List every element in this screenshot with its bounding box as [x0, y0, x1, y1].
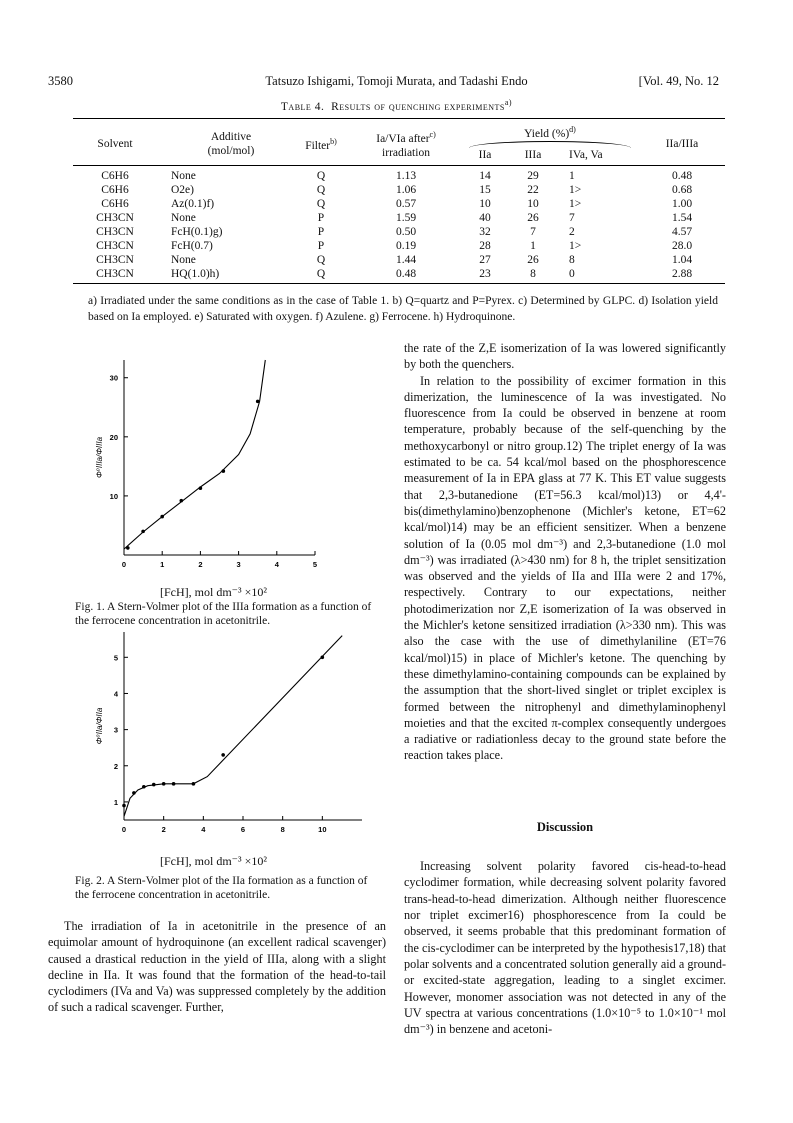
cell-solvent: C6H6 — [101, 197, 129, 210]
page-number: 3580 — [48, 74, 73, 88]
x-tick-label: 4 — [274, 560, 279, 569]
x-tick-label: 4 — [201, 825, 206, 834]
cell-iva-va: 1> — [569, 197, 582, 210]
cell-additive: O2e) — [171, 183, 194, 196]
yield-brace — [469, 141, 631, 148]
cell-iiia: 29 — [527, 169, 539, 182]
table-row — [73, 267, 725, 284]
header-solvent: Solvent — [73, 119, 157, 165]
data-point — [256, 400, 260, 404]
y-axis-label: Φ⁰IIa/ΦIIa — [95, 707, 104, 745]
y-tick-label: 5 — [113, 653, 118, 663]
data-point — [122, 804, 126, 808]
y-tick-label: 4 — [113, 689, 118, 699]
table-title: Results of quenching experiments — [331, 100, 505, 113]
cell-iiia: 1 — [530, 239, 536, 252]
x-tick-label: 2 — [198, 560, 203, 569]
cell-iia: 32 — [479, 225, 491, 238]
figure-1-caption: Fig. 1. A Stern-Volmer plot of the IIIa formation as a function of the ferrocene concentration in acetonitrile. — [75, 601, 372, 627]
x-tick-label: 0 — [121, 560, 127, 569]
data-point — [160, 515, 164, 519]
x-tick-label: 3 — [236, 560, 241, 569]
cell-iia: 23 — [461, 267, 509, 284]
table-label: Table 4. — [280, 100, 325, 113]
cell-ia-ratio: 0.19 — [395, 239, 417, 252]
table-footnotes: a) Irradiated under the same conditions as in the case of Table 1. b) Q=quartz and P=Pyrex. c) Determined by GLPC. d) Isolation yield based on Ia employed. e) Saturated with oxygen. f) Azulene. g) Ferrocene. h) Hydroquinone. — [88, 295, 718, 323]
cell-filter: Q — [316, 197, 326, 210]
cell-iia-iiia: 1.54 — [671, 211, 693, 224]
left-column-text — [48, 918, 386, 1016]
cell-iiia: 7 — [530, 225, 536, 238]
data-point — [142, 785, 146, 789]
cell-iia-iiia: 0.68 — [671, 183, 693, 196]
header-iva-va: IVa, Va — [569, 148, 603, 161]
header-ia-ratio: Ia/VIa after$^{c)}$ irradiation — [351, 119, 461, 165]
cell-additive: None — [171, 211, 196, 224]
y-tick-label: 20 — [109, 432, 118, 442]
y-tick-label: 1 — [113, 797, 118, 807]
header-yield: Yield (%)$^{d)}$ — [461, 119, 639, 148]
cell-ia-ratio: 1.06 — [395, 183, 417, 196]
data-point — [222, 469, 226, 473]
paragraph-quenchers: the rate of the Z,E isomerization of Ia was lowered significantly by both the quenchers. — [404, 341, 726, 372]
table-row — [73, 197, 725, 211]
section-heading-discussion: Discussion — [536, 820, 594, 834]
cell-additive: Az(0.1)f) — [171, 197, 215, 210]
table-row — [73, 253, 725, 267]
header-additive: Additive (mol/mol) — [157, 119, 291, 165]
cell-iiia: 10 — [527, 197, 539, 210]
cell-ia-ratio: 1.44 — [395, 253, 417, 266]
cell-additive: None — [171, 253, 196, 266]
figure-1-xlabel: [FcH], mol dm⁻³ ×10² — [160, 585, 267, 599]
cell-ia-ratio: 0.48 — [351, 267, 461, 284]
y-tick-label: 3 — [113, 725, 118, 735]
header-iia-iiia: IIa/IIIa — [639, 119, 725, 165]
cell-iiia: 8 — [509, 267, 557, 284]
cell-iia: 10 — [479, 197, 491, 210]
cell-iia-iiia: 1.00 — [671, 197, 693, 210]
cell-solvent: CH3CN — [96, 253, 134, 266]
cell-filter: Q — [316, 183, 326, 196]
header-iia: IIa — [478, 148, 492, 161]
cell-iia-iiia: 2.88 — [639, 267, 725, 284]
cell-solvent: CH3CN — [96, 239, 134, 252]
cell-solvent: CH3CN — [73, 267, 157, 284]
cell-iia-iiia: 28.0 — [671, 239, 693, 252]
x-tick-label: 2 — [161, 825, 166, 834]
table-row — [73, 211, 725, 225]
cell-filter: Q — [291, 267, 351, 284]
y-tick-label: 2 — [113, 761, 118, 771]
running-authors: Tatsuzo Ishigami, Tomoji Murata, and Tadashi Endo — [265, 74, 528, 88]
cell-filter: Q — [316, 169, 326, 182]
cell-iiia: 22 — [527, 183, 539, 196]
cell-solvent: C6H6 — [101, 183, 129, 196]
data-point — [162, 782, 166, 786]
table-row — [73, 239, 725, 253]
cell-iiia: 26 — [527, 253, 539, 266]
cell-additive: FcH(0.1)g) — [171, 225, 223, 238]
y-tick-label: 10 — [109, 491, 118, 501]
data-point — [152, 783, 156, 787]
cell-iia-iiia: 1.04 — [671, 253, 693, 266]
figure-1-chart — [80, 350, 340, 582]
data-point — [321, 656, 325, 660]
x-tick-label: 5 — [312, 560, 318, 569]
x-tick-label: 6 — [240, 825, 246, 834]
cell-solvent: CH3CN — [96, 225, 134, 238]
cell-ia-ratio: 1.13 — [395, 169, 417, 182]
cell-iva-va: 0 — [557, 267, 639, 284]
table-title-footnote: a) — [504, 98, 513, 107]
x-tick-label: 1 — [160, 560, 165, 569]
data-point — [221, 753, 225, 757]
cell-additive: FcH(0.7) — [171, 239, 213, 252]
x-tick-label: 8 — [280, 825, 285, 834]
cell-solvent: C6H6 — [101, 169, 129, 182]
data-point — [172, 782, 176, 786]
data-point — [180, 499, 184, 503]
data-point — [199, 486, 203, 490]
cell-iiia: 26 — [527, 211, 539, 224]
cell-iia: 27 — [479, 253, 491, 266]
right-column-text — [404, 340, 726, 764]
cell-iia: 28 — [479, 239, 491, 252]
cell-iva-va: 2 — [569, 225, 575, 238]
cell-iva-va: 1 — [569, 169, 575, 182]
cell-solvent: CH3CN — [96, 211, 134, 224]
table-row — [73, 165, 725, 183]
cell-ia-ratio: 0.57 — [395, 197, 417, 210]
data-point — [192, 782, 196, 786]
figure-2-caption: Fig. 2. A Stern-Volmer plot of the IIa formation as a function of the ferrocene concentration in acetonitrile. — [75, 875, 368, 901]
figure-2-chart — [80, 620, 380, 852]
cell-iia-iiia: 0.48 — [671, 169, 693, 182]
header-iiia: IIIa — [524, 148, 542, 161]
paragraph-excimer: In relation to the possibility of excimer formation in this dimerization, the luminescence of Ia was investigated. No fluorescence from Ia could be observed in benzene at room temperature, probably because of the self-quenching by the methoxycarbonyl or nitro group.12) The triplet energy of Ia was estimated to be ca. 54 kcal/mol based on the phosphorescence measurement of Ia in EPA glass at 77 K. This ET value suggests that 2,3-butanedione (ET=56.3 kcal/mol)13) or 4,4'-bis(dimethylamino)benzophenone (Michler's ketone, ET=62 kcal/mol)14) may be an efficient sensitizer. When a benzene solution of Ia (0.05 mol dm⁻³) and 2,3-butanedione (1.0 mol dm⁻³) was irradiated (λ>430 nm) for 8 h, the triplet sensitization was observed and the yields of IIa and IIIa were 2 and 17%, respectively. Contrary to our expectations, neither photodimerization nor Z,E isomerization of Ia was observed in the Michler's ketone sensitized irradiation (λ>330 nm). This was also the case with the use of dimethylaniline (ET=76 kcal/mol)15) in place of Michler's ketone. The quenching by these dimethylamino-containing compounds can be explained by the assumption that the short-lived singlet or triplet exciplex is formed between the nitrophenyl and dimethylaminophenyl moieties and that the excited π-complex consequently undergoes a radiative or radiationless decay to the ground state before the reaction takes place. — [404, 373, 726, 763]
cell-iia: 40 — [479, 211, 491, 224]
y-axis-label: Φ⁰IIIa/ΦIIIa — [95, 436, 104, 479]
figure-2-xlabel: [FcH], mol dm⁻³ ×10² — [160, 854, 267, 868]
paragraph-discussion: Increasing solvent polarity favored cis-head-to-head cyclodimer formation, while decreasing solvent polarity favored trans-head-to-head dimerization. Although neither fluorescence nor triplet excimer16) phosphorescence from Ia could be observed, it seems probable that this predominant formation of the cis-cyclodimer can be interpreted by the hypothesis17,18) that polar solvents and a concentrated solution generally aid a ground- or excited-state aggregation, leading to a singlet excimer. However, monomer association was not detected in any of the UV spectra at various concentrations (1.0×10⁻⁵ to 1.0×10⁻¹ mol dm⁻³) in benzene and acetoni- — [404, 859, 726, 1037]
cell-iva-va: 1> — [569, 183, 582, 196]
cell-additive: HQ(1.0)h) — [157, 267, 291, 284]
discussion-text — [404, 846, 726, 1050]
cell-iia: 14 — [479, 169, 491, 182]
data-point — [126, 546, 130, 550]
table-row — [73, 183, 725, 197]
data-point — [132, 791, 136, 795]
x-tick-label: 10 — [318, 825, 327, 834]
cell-filter: Q — [316, 253, 326, 266]
volume-info: [Vol. 49, No. 12 — [638, 74, 719, 88]
cell-iia-iiia: 4.57 — [671, 225, 693, 238]
fit-curve — [124, 636, 342, 817]
table-caption — [0, 98, 793, 113]
cell-filter: P — [317, 225, 325, 238]
cell-ia-ratio: 1.59 — [395, 211, 417, 224]
table-row — [73, 225, 725, 239]
cell-filter: P — [317, 211, 325, 224]
cell-iva-va: 1> — [569, 239, 582, 252]
fit-curve — [124, 360, 265, 549]
header-filter: Filter$^{b)}$ — [291, 119, 351, 165]
cell-ia-ratio: 0.50 — [395, 225, 417, 238]
paragraph-hydroquinone: The irradiation of Ia in acetonitrile in the presence of an equimolar amount of hydroquinone (an excellent radical scavenger) caused a drastical reduction in the yield of IIIa, along with a slight decline in IIa. It was found that the formation of the head-to-tail cyclodimers (IVa and Va) was suppressed completely by the addition of such a radical scavenger. Further, — [48, 919, 386, 1015]
cell-iva-va: 8 — [569, 253, 575, 266]
cell-iva-va: 7 — [569, 211, 575, 224]
cell-iia: 15 — [479, 183, 491, 196]
cell-filter: P — [317, 239, 325, 252]
x-tick-label: 0 — [121, 825, 127, 834]
y-tick-label: 30 — [109, 373, 118, 383]
data-point — [141, 530, 145, 534]
cell-additive: None — [171, 169, 196, 182]
results-table — [73, 118, 725, 284]
